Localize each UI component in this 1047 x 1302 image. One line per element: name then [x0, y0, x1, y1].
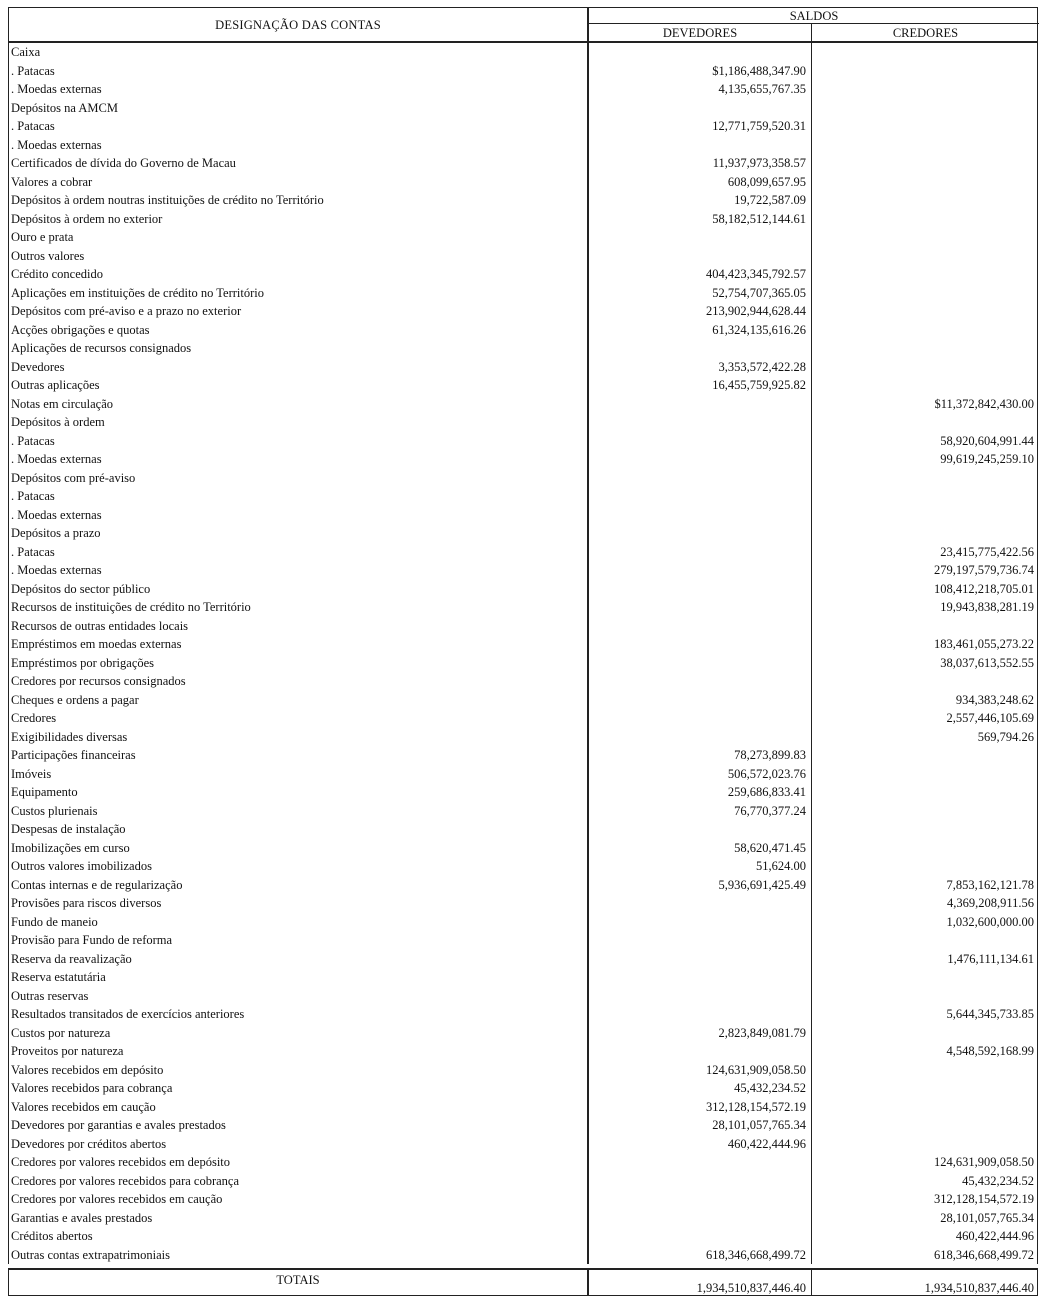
credores-value: 618,346,668,499.72 — [934, 1247, 1034, 1262]
devedores-value — [589, 950, 812, 969]
account-name: Crédito concedido — [9, 265, 589, 284]
credores-value: 2,557,446,105.69 — [946, 711, 1034, 725]
account-name: Imóveis — [9, 765, 589, 784]
devedores-value — [589, 395, 812, 414]
account-name: Certificados de dívida do Governo de Macau — [9, 154, 589, 173]
account-name: Outras reservas — [9, 987, 589, 1006]
table-row — [9, 154, 1037, 173]
devedores-value: 58,620,471.45 — [589, 839, 812, 858]
table-row — [9, 395, 1037, 414]
table-row — [9, 913, 1037, 932]
table-row — [9, 284, 1037, 303]
table-row — [9, 1079, 1037, 1098]
devedores-value — [589, 432, 812, 451]
account-name: . Patacas — [9, 432, 589, 451]
account-name: Notas em circulação — [9, 395, 589, 414]
devedores-value — [589, 913, 812, 932]
table-row — [9, 987, 1037, 1006]
devedores-value — [589, 450, 812, 469]
credores-value: 38,037,613,552.55 — [940, 655, 1034, 670]
devedores-value: 2,823,849,081.79 — [589, 1024, 812, 1043]
devedores-value — [589, 228, 812, 247]
table-row — [9, 265, 1037, 284]
devedores-value — [589, 543, 812, 562]
credores-value — [812, 284, 1039, 303]
credores-value — [812, 117, 1039, 136]
credores-value — [812, 487, 1039, 506]
credores-value: 279,197,579,736.74 — [934, 563, 1034, 577]
devedores-value — [589, 728, 812, 747]
table-row — [9, 62, 1037, 81]
credores-value — [812, 931, 1039, 950]
account-name: Valores a cobrar — [9, 173, 589, 192]
credores-value: 934,383,248.62 — [955, 692, 1034, 707]
devedores-value: 5,936,691,425.49 — [589, 876, 812, 895]
devedores-value: 78,273,899.83 — [589, 746, 812, 765]
table-row — [9, 247, 1037, 266]
devedores-value — [589, 672, 812, 691]
credores-value — [812, 358, 1039, 377]
account-name: Imobilizações em curso — [9, 839, 589, 858]
devedores-value: 45,432,234.52 — [589, 1079, 812, 1098]
credores-value: 5,644,345,733.85 — [946, 1007, 1034, 1021]
table-row — [9, 1209, 1037, 1228]
account-name: Reserva estatutária — [9, 968, 589, 987]
table-row — [9, 1005, 1037, 1024]
devedores-value: 506,572,023.76 — [589, 765, 812, 784]
account-name: Participações financeiras — [9, 746, 589, 765]
account-name: Exigibilidades diversas — [9, 728, 589, 747]
devedores-value: 213,902,944,628.44 — [589, 302, 812, 321]
devedores-value: 16,455,759,925.82 — [589, 376, 812, 395]
table-row — [9, 820, 1037, 839]
account-name: Recursos de instituições de crédito no Território — [9, 598, 589, 617]
credores-value — [812, 506, 1039, 525]
devedores-value — [589, 43, 812, 62]
table-row — [9, 950, 1037, 969]
table-row — [9, 376, 1037, 395]
devedores-value — [589, 987, 812, 1006]
devedores-value: 58,182,512,144.61 — [589, 210, 812, 229]
table-row — [9, 136, 1037, 155]
devedores-value — [589, 524, 812, 543]
account-name: Outras aplicações — [9, 376, 589, 395]
account-name: . Moedas externas — [9, 80, 589, 99]
credores-value — [812, 672, 1039, 691]
account-name: Depósitos com pré-aviso e a prazo no exterior — [9, 302, 589, 321]
devedores-value — [589, 1042, 812, 1061]
account-name: Provisões para riscos diversos — [9, 894, 589, 913]
account-name: Aplicações de recursos consignados — [9, 339, 589, 358]
table-row — [9, 1135, 1037, 1154]
credores-value — [812, 62, 1039, 81]
account-name: Valores recebidos para cobrança — [9, 1079, 589, 1098]
saldos-header: SALDOS — [589, 8, 1039, 24]
table-row — [9, 543, 1037, 562]
devedores-value — [589, 1005, 812, 1024]
devedores-value — [589, 931, 812, 950]
table-row — [9, 210, 1037, 229]
credores-value — [812, 987, 1039, 1006]
account-name: . Moedas externas — [9, 561, 589, 580]
table-row — [9, 617, 1037, 636]
table-header — [8, 7, 1038, 43]
devedores-value — [589, 1153, 812, 1172]
table-row — [9, 450, 1037, 469]
devedores-value — [589, 1227, 812, 1246]
table-row — [9, 469, 1037, 488]
devedores-value — [589, 820, 812, 839]
table-row — [9, 506, 1037, 525]
devedores-value — [589, 99, 812, 118]
table-row — [9, 1098, 1037, 1117]
table-row — [9, 358, 1037, 377]
table-row — [9, 80, 1037, 99]
credores-value — [812, 469, 1039, 488]
table-row — [9, 321, 1037, 340]
account-name: Proveitos por natureza — [9, 1042, 589, 1061]
account-name: Empréstimos por obrigações — [9, 654, 589, 673]
table-row — [9, 1024, 1037, 1043]
devedores-value: 3,353,572,422.28 — [589, 358, 812, 377]
credores-value: 1,032,600,000.00 — [946, 914, 1034, 929]
credores-value — [812, 173, 1039, 192]
devedores-value: 460,422,444.96 — [589, 1135, 812, 1154]
table-row — [9, 654, 1037, 673]
credores-value — [812, 154, 1039, 173]
devedores-value: 28,101,057,765.34 — [589, 1116, 812, 1135]
account-name: Outros valores imobilizados — [9, 857, 589, 876]
credores-value — [812, 228, 1039, 247]
account-name: . Patacas — [9, 487, 589, 506]
table-row — [9, 580, 1037, 599]
table-row — [9, 432, 1037, 451]
devedores-value — [589, 1209, 812, 1228]
devedores-value: 259,686,833.41 — [589, 783, 812, 802]
account-name: Equipamento — [9, 783, 589, 802]
devedores-value: 61,324,135,616.26 — [589, 321, 812, 340]
credores-value: 58,920,604,991.44 — [940, 433, 1034, 448]
credores-value: 28,101,057,765.34 — [940, 1210, 1034, 1225]
account-name: Depósitos à ordem no exterior — [9, 210, 589, 229]
totals-row — [8, 1268, 1038, 1296]
credores-value — [812, 210, 1039, 229]
credores-value — [812, 80, 1039, 99]
table-row — [9, 191, 1037, 210]
balance-sheet-table — [8, 7, 1038, 1296]
credores-value — [812, 783, 1039, 802]
table-row — [9, 302, 1037, 321]
credores-value — [812, 765, 1039, 784]
table-row — [9, 1116, 1037, 1135]
devedores-value — [589, 598, 812, 617]
credores-value: 569,794.26 — [977, 729, 1034, 744]
table-row — [9, 1153, 1037, 1172]
table-row — [9, 339, 1037, 358]
table-row — [9, 228, 1037, 247]
table-row — [9, 1190, 1037, 1209]
table-row — [9, 413, 1037, 432]
devedores-value — [589, 487, 812, 506]
account-name: Credores por recursos consignados — [9, 672, 589, 691]
account-name: Garantias e avales prestados — [9, 1209, 589, 1228]
account-name: Depósitos do sector público — [9, 580, 589, 599]
table-row — [9, 1172, 1037, 1191]
devedores-value — [589, 968, 812, 987]
devedores-value: 11,937,973,358.57 — [589, 154, 812, 173]
table-row — [9, 43, 1037, 62]
account-name: . Patacas — [9, 543, 589, 562]
credores-value — [812, 247, 1039, 266]
devedores-value: 52,754,707,365.05 — [589, 284, 812, 303]
totals-label: TOTAIS — [9, 1270, 589, 1295]
account-name: . Patacas — [9, 62, 589, 81]
credores-value: 7,853,162,121.78 — [946, 877, 1034, 892]
devedores-value — [589, 1172, 812, 1191]
credores-value: 23,415,775,422.56 — [940, 544, 1034, 559]
credores-value: 108,412,218,705.01 — [934, 581, 1034, 596]
table-row — [9, 1246, 1037, 1265]
table-row — [9, 173, 1037, 192]
table-row — [9, 783, 1037, 802]
table-row — [9, 968, 1037, 987]
credores-value — [812, 968, 1039, 987]
account-name: Resultados transitados de exercícios anteriores — [9, 1005, 589, 1024]
saldos-header-group — [589, 8, 1039, 42]
table-body — [8, 43, 1038, 1264]
account-name: Valores recebidos em depósito — [9, 1061, 589, 1080]
account-name: Credores por valores recebidos em caução — [9, 1190, 589, 1209]
account-name: Devedores por garantias e avales prestados — [9, 1116, 589, 1135]
credores-value: 19,943,838,281.19 — [940, 600, 1034, 614]
account-name: Outros valores — [9, 247, 589, 266]
credores-value: 99,619,245,259.10 — [940, 452, 1034, 466]
credores-value — [812, 302, 1039, 321]
account-name: Fundo de maneio — [9, 913, 589, 932]
devedores-value: 19,722,587.09 — [589, 191, 812, 210]
table-row — [9, 709, 1037, 728]
account-name: Depósitos a prazo — [9, 524, 589, 543]
account-name: Custos plurienais — [9, 802, 589, 821]
table-row — [9, 1227, 1037, 1246]
devedores-value: 404,423,345,792.57 — [589, 265, 812, 284]
devedores-value — [589, 413, 812, 432]
account-name: . Moedas externas — [9, 136, 589, 155]
credores-value — [812, 191, 1039, 210]
table-row — [9, 857, 1037, 876]
table-row — [9, 635, 1037, 654]
account-name: Depósitos com pré-aviso — [9, 469, 589, 488]
credores-value — [812, 265, 1039, 284]
devedores-value: 4,135,655,767.35 — [589, 80, 812, 99]
account-name: Custos por natureza — [9, 1024, 589, 1043]
devedores-value: 51,624.00 — [589, 857, 812, 876]
credores-value — [812, 839, 1039, 858]
devedores-value: 608,099,657.95 — [589, 173, 812, 192]
account-name: . Moedas externas — [9, 450, 589, 469]
account-name: Devedores — [9, 358, 589, 377]
table-row — [9, 876, 1037, 895]
devedores-header: DEVEDORES — [589, 24, 812, 42]
credores-value — [812, 1135, 1039, 1154]
devedores-value: 312,128,154,572.19 — [589, 1098, 812, 1117]
credores-value: 4,548,592,168.99 — [946, 1044, 1034, 1058]
account-name: Recursos de outras entidades locais — [9, 617, 589, 636]
table-row — [9, 99, 1037, 118]
account-name: Credores — [9, 709, 589, 728]
account-name: . Patacas — [9, 117, 589, 136]
account-name: Empréstimos em moedas externas — [9, 635, 589, 654]
account-name: Aplicações em instituições de crédito no Território — [9, 284, 589, 303]
totals-devedores: 1,934,510,837,446.40 — [589, 1270, 812, 1295]
credores-value — [812, 1098, 1039, 1117]
credores-value — [812, 1061, 1039, 1080]
account-name: Devedores por créditos abertos — [9, 1135, 589, 1154]
devedores-value: 124,631,909,058.50 — [589, 1061, 812, 1080]
account-name: Despesas de instalação — [9, 820, 589, 839]
credores-value — [812, 746, 1039, 765]
account-name: Ouro e prata — [9, 228, 589, 247]
account-name: Depósitos à ordem noutras instituições de crédito no Território — [9, 191, 589, 210]
credores-value — [812, 1024, 1039, 1043]
credores-value — [812, 524, 1039, 543]
table-row — [9, 894, 1037, 913]
table-row — [9, 765, 1037, 784]
account-name: Depósitos à ordem — [9, 413, 589, 432]
credores-value: $11,372,842,430.00 — [934, 396, 1034, 411]
credores-value — [812, 43, 1039, 62]
devedores-value — [589, 469, 812, 488]
credores-value — [812, 617, 1039, 636]
designation-header: DESIGNAÇÃO DAS CONTAS — [9, 8, 589, 42]
devedores-value: 76,770,377.24 — [589, 802, 812, 821]
table-row — [9, 746, 1037, 765]
devedores-value — [589, 654, 812, 673]
account-name: Credores por valores recebidos para cobrança — [9, 1172, 589, 1191]
devedores-value: 618,346,668,499.72 — [589, 1246, 812, 1265]
credores-value — [812, 136, 1039, 155]
account-name: Reserva da reavalização — [9, 950, 589, 969]
credores-value — [812, 802, 1039, 821]
credores-value: 124,631,909,058.50 — [934, 1155, 1034, 1169]
account-name: Cheques e ordens a pagar — [9, 691, 589, 710]
devedores-value: 12,771,759,520.31 — [589, 117, 812, 136]
table-row — [9, 524, 1037, 543]
account-name: Acções obrigações e quotas — [9, 321, 589, 340]
account-name: Contas internas e de regularização — [9, 876, 589, 895]
account-name: Provisão para Fundo de reforma — [9, 931, 589, 950]
devedores-value — [589, 617, 812, 636]
table-row — [9, 598, 1037, 617]
account-name: Caixa — [9, 43, 589, 62]
credores-header: CREDORES — [892, 26, 959, 40]
credores-value — [812, 339, 1039, 358]
account-name: Valores recebidos em caução — [9, 1098, 589, 1117]
devedores-value — [589, 894, 812, 913]
table-row — [9, 802, 1037, 821]
devedores-value: $1,186,488,347.90 — [589, 62, 812, 81]
devedores-value — [589, 506, 812, 525]
table-row — [9, 1042, 1037, 1061]
devedores-value — [589, 580, 812, 599]
credores-value — [812, 1079, 1039, 1098]
devedores-value — [589, 709, 812, 728]
table-row — [9, 672, 1037, 691]
credores-value — [812, 857, 1039, 876]
credores-value: 4,369,208,911.56 — [946, 896, 1034, 910]
devedores-value — [589, 691, 812, 710]
table-row — [9, 691, 1037, 710]
devedores-value — [589, 561, 812, 580]
credores-value — [812, 413, 1039, 432]
account-name: Créditos abertos — [9, 1227, 589, 1246]
table-row — [9, 1061, 1037, 1080]
account-name: Credores por valores recebidos em depósito — [9, 1153, 589, 1172]
account-name: . Moedas externas — [9, 506, 589, 525]
devedores-value — [589, 247, 812, 266]
table-row — [9, 728, 1037, 747]
credores-value: 45,432,234.52 — [962, 1173, 1034, 1188]
table-row — [9, 561, 1037, 580]
devedores-value — [589, 1190, 812, 1209]
credores-value: 1,476,111,134.61 — [947, 951, 1034, 966]
table-row — [9, 487, 1037, 506]
table-row — [9, 931, 1037, 950]
credores-value — [812, 376, 1039, 395]
credores-value — [812, 99, 1039, 118]
totals-credores: 1,934,510,837,446.40 — [924, 1281, 1034, 1295]
credores-value: 183,461,055,273.22 — [934, 637, 1034, 651]
account-name: Outras contas extrapatrimoniais — [9, 1246, 589, 1265]
devedores-value — [589, 635, 812, 654]
credores-value — [812, 820, 1039, 839]
table-row — [9, 117, 1037, 136]
credores-value: 460,422,444.96 — [955, 1229, 1034, 1243]
table-row — [9, 839, 1037, 858]
credores-value: 312,128,154,572.19 — [934, 1192, 1034, 1206]
devedores-value — [589, 136, 812, 155]
credores-value — [812, 321, 1039, 340]
devedores-value — [589, 339, 812, 358]
credores-value — [812, 1116, 1039, 1135]
account-name: Depósitos na AMCM — [9, 99, 589, 118]
